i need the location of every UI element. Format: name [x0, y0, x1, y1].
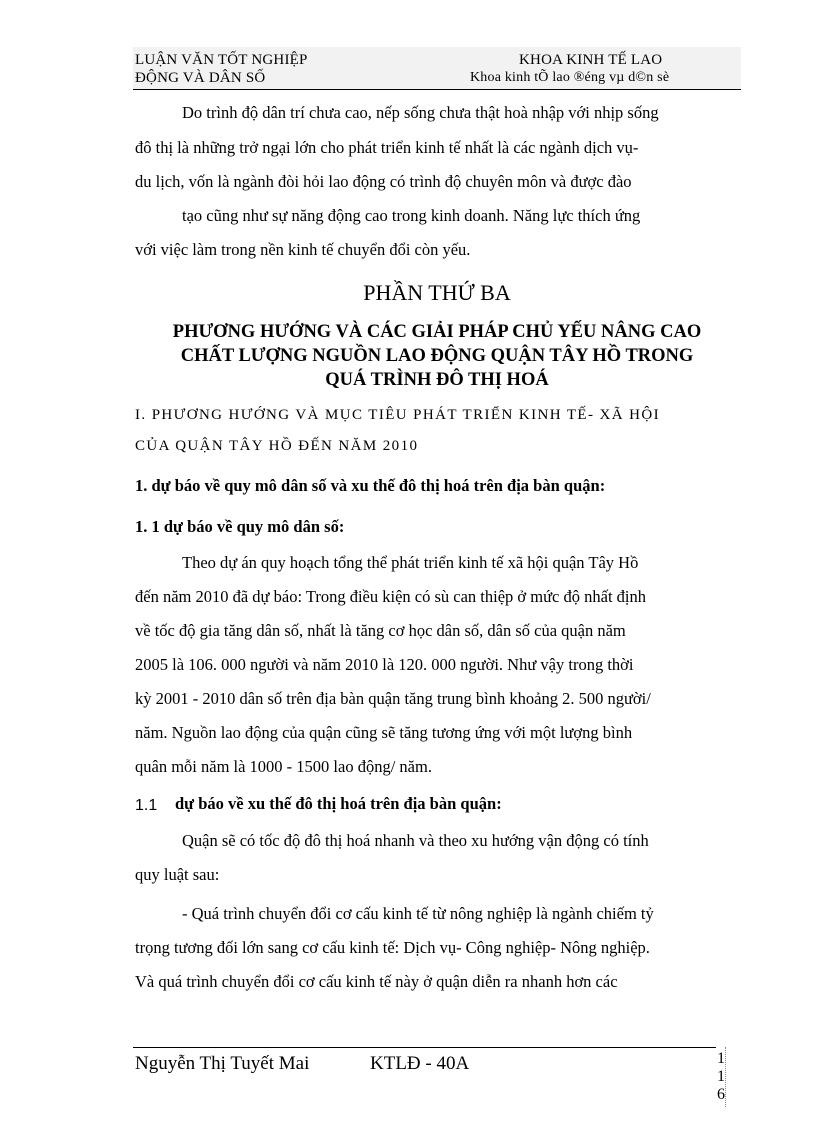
paragraph-line: kỳ 2001 - 2010 dân số trên địa bàn quận tăng trung bình khoảng 2. 500 người/	[135, 689, 651, 708]
footer-author: Nguyễn Thị Tuyết Mai	[135, 1053, 310, 1074]
paragraph-line: quy luật sau:	[135, 865, 220, 884]
heading-1-2: dự báo về xu thế đô thị hoá trên địa bàn quận:	[175, 794, 502, 813]
page-number-digit: 1	[717, 1050, 725, 1067]
paragraph-line: du lịch, vốn là ngành đòi hỏi lao động có trình độ chuyên môn và được đào	[135, 172, 632, 191]
page-number-digit: 6	[717, 1086, 725, 1103]
main-title-line: PHƯƠNG HƯỚNG VÀ CÁC GIẢI PHÁP CHỦ YẾU NÂNG CAO	[172, 322, 702, 342]
paragraph-line: Quận sẽ có tốc độ đô thị hoá nhanh và theo xu hướng vận động có tính	[182, 831, 649, 850]
main-title-line: CHẤT LƯỢNG NGUỒN LAO ĐỘNG QUẬN TÂY HỒ TRONG	[180, 346, 694, 366]
paragraph-line: - Quá trình chuyển đổi cơ cấu kinh tế từ nông nghiệp là ngành chiếm tỷ	[182, 904, 654, 923]
paragraph-line: đến năm 2010 đã dự báo: Trong điều kiện có sù can thiệp ở mức độ nhất định	[135, 587, 646, 606]
header-left-line1: LUẬN VĂN TỐT NGHIỆP	[135, 52, 308, 68]
paragraph-line: tạo cũng như sự năng động cao trong kinh doanh. Năng lực thích ứng	[182, 206, 641, 225]
footer-class: KTLĐ - 40A	[370, 1053, 470, 1074]
paragraph-line: Theo dự án quy hoạch tổng thể phát triển kinh tế xã hội quận Tây Hồ	[182, 553, 639, 572]
page-number-digit: 1	[717, 1068, 725, 1085]
section-heading-line: I. PHƯƠNG HƯỚNG VÀ MỤC TIÊU PHÁT TRIỂN KINH TẾ- XÃ HỘI	[135, 407, 660, 423]
paragraph-line: năm. Nguồn lao động của quận cũng sẽ tăng tương ứng với một lượng bình	[135, 723, 633, 742]
heading-1-2-number: 1.1	[135, 797, 158, 814]
paragraph-line: với việc làm trong nền kinh tế chuyển đổi còn yếu.	[135, 240, 471, 259]
heading-1: 1. dự báo về quy mô dân số và xu thế đô thị hoá trên địa bàn quận:	[135, 476, 606, 495]
footer-rule	[133, 1047, 716, 1048]
main-title-line: QUÁ TRÌNH ĐÔ THỊ HOÁ	[325, 370, 549, 390]
paragraph-line: Và quá trình chuyển đổi cơ cấu kinh tế này ở quận diễn ra nhanh hơn các	[135, 972, 618, 991]
paragraph-line: về tốc độ gia tăng dân số, nhất là tăng cơ học dân số, dân số của quận năm	[135, 621, 626, 640]
header-left-line2: ĐỘNG VÀ DÂN SỐ	[135, 70, 266, 86]
paragraph-line: 2005 là 106. 000 người và năm 2010 là 120. 000 người. Như vậy trong thời	[135, 655, 634, 674]
heading-1-1: 1. 1 dự báo về quy mô dân số:	[135, 517, 345, 536]
paragraph-line: trọng tương đối lớn sang cơ cấu kinh tế: Dịch vụ- Công nghiệp- Nông nghiệp.	[135, 938, 650, 957]
section-heading-line: CỦA QUẬN TÂY HỒ ĐẾN NĂM 2010	[135, 438, 419, 454]
paragraph-line: đô thị là những trở ngại lớn cho phát triển kinh tế nhất là các ngành dịch vụ-	[135, 138, 639, 157]
paragraph-line: Do trình độ dân trí chưa cao, nếp sống chưa thật hoà nhập với nhịp sống	[182, 103, 659, 122]
paragraph-line: quân mỗi năm là 1000 - 1500 lao động/ năm.	[135, 757, 432, 776]
part-title: PHẦN THỨ BA	[363, 280, 511, 305]
header-right-line2: Khoa kinh tÕ lao ®éng vµ d©n sè	[470, 70, 670, 85]
header-right-line1: KHOA KINH TẾ LAO	[519, 52, 663, 68]
